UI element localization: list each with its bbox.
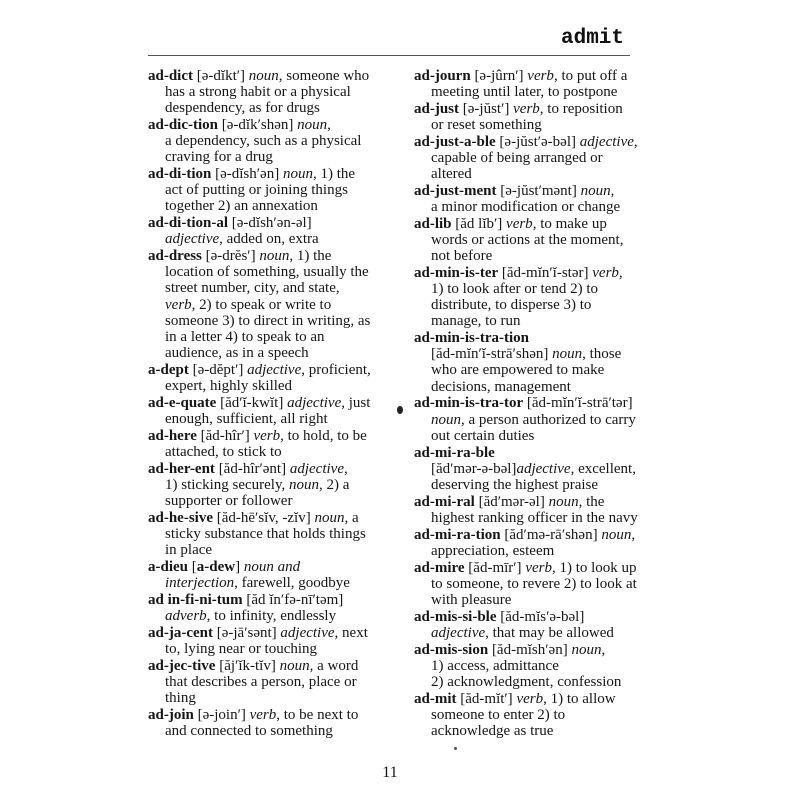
entry-first-line	[414, 560, 642, 576]
entry-text: , farewell, goodbye	[234, 574, 350, 591]
part-of-speech: adjective	[289, 460, 344, 477]
entry-first-line	[148, 362, 380, 378]
part-of-speech: verb	[249, 706, 277, 723]
entry-text: , a	[344, 509, 359, 526]
entry-text: ,	[610, 183, 615, 200]
entry-line: sticky substance that holds things	[165, 525, 366, 542]
headword: ad-join	[148, 706, 194, 723]
entry-text: [ə-jûrn′]	[470, 68, 528, 84]
entry-text: [ăd-hîr′]	[196, 427, 254, 444]
headword: ad-e-quate	[148, 394, 217, 411]
entry-line	[148, 608, 380, 624]
scan-speck	[397, 406, 403, 414]
entry-line: or reset something	[431, 117, 542, 134]
entry-line	[148, 297, 380, 313]
dictionary-column-left	[148, 68, 380, 740]
entry-text: [ə-dĭkt′]	[193, 68, 249, 84]
entry-line: distribute, to disperse 3) to	[431, 297, 592, 314]
headword: ad-just-ment	[414, 183, 497, 200]
entry-line: who are empowered to make	[431, 362, 605, 379]
entry-text: , to infinity, endlessly	[206, 607, 337, 624]
entry-text: [ə-jŭst′mənt]	[496, 183, 581, 200]
dictionary-entry	[148, 68, 380, 116]
header-rule	[148, 55, 630, 56]
entry-line: craving for a drug	[165, 149, 273, 166]
entry-text: [ăd′ĭ-kwĭt]	[216, 394, 288, 411]
dictionary-entry	[414, 691, 642, 739]
entry-first-line	[148, 68, 380, 84]
entry-text: 1) sticking securely,	[165, 476, 289, 493]
headword: ad-min-is-tra-tion	[414, 330, 529, 347]
entry-first-line	[148, 658, 380, 674]
entry-text: , next	[334, 624, 368, 641]
entry-line: acknowledge as true	[431, 722, 554, 739]
headword: ad-just-a-ble	[414, 133, 496, 150]
entry-text: , to put off a	[553, 68, 628, 84]
part-of-speech: interjection	[165, 574, 235, 591]
entry-text: , to reposition	[539, 100, 623, 117]
part-of-speech: adjective	[247, 361, 302, 378]
entry-line: attached, to stick to	[165, 443, 282, 460]
entry-text: , 1) to allow	[543, 690, 616, 707]
entry-text: , someone who	[278, 68, 370, 84]
entry-text: , just	[341, 394, 371, 411]
part-of-speech: noun	[314, 509, 345, 526]
entry-first-line	[148, 117, 380, 133]
entry-line	[148, 477, 380, 493]
part-of-speech: verb	[516, 690, 544, 707]
entry-line: a dependency, such as a physical	[165, 133, 362, 150]
entry-line	[148, 575, 380, 591]
headword: ad-he-sive	[148, 509, 213, 526]
entry-line: street number, city, and state,	[165, 280, 340, 297]
entry-line: altered	[431, 166, 472, 183]
entry-line	[414, 461, 642, 477]
part-of-speech: verb	[506, 216, 533, 233]
dictionary-entry	[148, 248, 380, 361]
entry-line: enough, sufficient, all right	[165, 410, 328, 427]
part-of-speech: noun	[248, 68, 279, 84]
entry-first-line	[414, 395, 642, 411]
entry-text: ,	[633, 133, 638, 150]
dictionary-entry	[414, 560, 642, 608]
dictionary-entry	[148, 166, 380, 214]
dictionary-entry	[148, 658, 380, 706]
dictionary-entry	[414, 494, 642, 526]
part-of-speech: noun	[580, 183, 611, 200]
headword: ad-min-is-tra-tor	[414, 395, 524, 412]
entry-text: ,	[327, 117, 331, 134]
entry-text: [ăd′mər-əl]	[474, 493, 549, 510]
entry-line: 1) to look after or tend 2) to	[431, 281, 599, 298]
headword: ad-jec-tive	[148, 657, 216, 674]
entry-first-line	[148, 395, 380, 411]
entry-text: ,	[631, 526, 636, 543]
part-of-speech: adjective	[516, 460, 571, 477]
entry-line: highest ranking officer in the navy	[431, 509, 638, 526]
headword: ad-ja-cent	[148, 624, 213, 641]
dictionary-entry	[414, 216, 642, 264]
entry-first-line	[414, 330, 642, 346]
entry-line: a minor modification or change	[431, 199, 621, 216]
entry-text: [ə-dĭk′shən]	[218, 117, 298, 134]
dictionary-entry	[148, 707, 380, 739]
headword: ad-here	[148, 427, 197, 444]
entry-line: that describes a person, place or	[165, 673, 357, 690]
headword: ad-di-tion	[148, 166, 212, 183]
entry-first-line	[148, 428, 380, 444]
entry-line: in a letter 4) to speak to an	[165, 328, 325, 345]
dictionary-entry	[414, 134, 642, 182]
entry-text: , 1) to look up	[551, 559, 637, 576]
entry-line	[414, 625, 642, 641]
entry-text: , a word	[309, 657, 359, 674]
headword: ad in-fi-ni-tum	[148, 591, 243, 608]
entry-first-line	[414, 101, 642, 117]
dictionary-entry	[414, 527, 642, 559]
entry-first-line	[148, 592, 380, 608]
entry-text: [	[188, 558, 197, 575]
entry-text: [ăd-mĭn′ĭ-stər]	[498, 265, 593, 282]
entry-line: appreciation, esteem	[431, 542, 555, 559]
part-of-speech: verb	[527, 68, 554, 84]
entry-line: to, lying near or touching	[165, 640, 318, 657]
headword: ad-mi-ral	[414, 493, 475, 510]
headword: ad-just	[414, 100, 460, 117]
part-of-speech: adjective	[287, 394, 342, 411]
entry-text: [ăd ĭn′fə-nī′təm]	[242, 591, 344, 608]
entry-first-line	[414, 691, 642, 707]
scan-speck	[454, 747, 457, 750]
entry-text: [ăd-mīr′]	[464, 559, 526, 576]
entry-line: 1) access, admittance	[431, 657, 559, 674]
headword: ad-dict	[148, 68, 193, 84]
headword: ad-dic-tion	[148, 117, 219, 134]
entry-first-line	[414, 445, 642, 461]
entry-text: [ăd-mĭt′]	[456, 690, 517, 707]
entry-text: [ăd-mĭsh′ən]	[488, 641, 572, 658]
dictionary-entry	[414, 395, 642, 443]
entry-text: [ə-dĕpt′]	[188, 361, 248, 378]
part-of-speech: noun	[552, 346, 583, 363]
entry-text: , 2) to speak or write to	[191, 296, 332, 313]
entry-text: [ăd-hē′sĭv, -zĭv]	[213, 509, 315, 526]
dictionary-entry	[148, 428, 380, 460]
part-of-speech: verb	[592, 265, 619, 282]
entry-text: [ăd′mə-rā′shən]	[500, 526, 602, 543]
headword: ad-di-tion-al	[148, 215, 229, 232]
entry-line: manage, to run	[431, 313, 521, 330]
entry-line: thing	[165, 689, 196, 706]
part-of-speech: verb	[165, 296, 192, 313]
dictionary-entry	[414, 265, 642, 329]
dictionary-entry	[148, 362, 380, 394]
entry-line: someone 3) to direct in writing, as	[165, 312, 371, 329]
entry-line: together 2) an annexation	[165, 198, 318, 215]
entry-line: in place	[165, 541, 213, 558]
entry-line: has a strong habit or a physical	[165, 84, 351, 101]
entry-text: [ăd-mĭn′ĭ-strā′tər]	[523, 395, 633, 412]
part-of-speech: noun	[279, 657, 310, 674]
dictionary-entry	[148, 510, 380, 558]
entry-text: , to be next to	[276, 706, 359, 723]
entry-text: [ə-jŭst′ə-bəl]	[495, 133, 580, 150]
part-of-speech: adjective	[280, 624, 335, 641]
entry-text: , to make up	[532, 216, 607, 233]
entry-line: supporter or follower	[165, 492, 293, 509]
part-of-speech: noun	[601, 526, 632, 543]
dictionary-entry	[148, 592, 380, 624]
entry-first-line	[414, 216, 642, 232]
entry-line: 2) acknowledgment, confession	[431, 673, 622, 690]
entry-text: ,	[344, 460, 348, 477]
entry-line: expert, highly skilled	[165, 377, 293, 394]
part-of-speech: verb	[525, 559, 552, 576]
dictionary-entry	[414, 101, 642, 133]
entry-text: , 2) a	[319, 476, 350, 493]
headword: a-dept	[148, 361, 189, 378]
headword: a-dieu	[148, 558, 189, 575]
entry-line: someone to enter 2) to	[431, 706, 566, 723]
dictionary-entry	[414, 445, 642, 493]
entry-first-line	[148, 559, 380, 575]
entry-text: , proficient,	[301, 361, 371, 378]
headword: ad-mi-ra-tion	[414, 526, 501, 543]
entry-text: , 1) the	[289, 248, 332, 265]
pronunciation-bold: a-dew	[196, 558, 236, 575]
entry-line: audience, as in a speech	[165, 344, 309, 361]
entry-line	[414, 412, 642, 428]
part-of-speech: noun	[259, 248, 290, 265]
headword: ad-dress	[148, 248, 202, 265]
part-of-speech: noun	[282, 166, 313, 183]
entry-first-line	[414, 68, 642, 84]
entry-line: with pleasure	[431, 591, 512, 608]
headword: ad-mis-sion	[414, 641, 489, 658]
entry-text: ]	[235, 558, 244, 575]
part-of-speech: adverb	[165, 607, 207, 624]
entry-line: not before	[431, 248, 493, 265]
entry-first-line	[148, 625, 380, 641]
headword: ad-lib	[414, 216, 452, 233]
headword: ad-mit	[414, 690, 457, 707]
entry-text: , added on, extra	[219, 231, 319, 248]
entry-text: , 1) the	[312, 166, 356, 183]
entry-text: , to hold, to be	[280, 427, 367, 444]
entry-line: words or actions at the moment,	[431, 232, 624, 249]
part-of-speech: noun	[297, 117, 328, 134]
entry-text: [ə-join′]	[193, 706, 250, 723]
entry-line: act of putting or joining things	[165, 182, 348, 199]
part-of-speech: adjective	[431, 624, 486, 641]
entry-line: and connected to something	[165, 722, 333, 739]
entry-text: [ăd lĭb′]	[451, 216, 507, 233]
entry-text: [ăj′ĭk-tĭv]	[215, 657, 280, 674]
entry-first-line	[148, 461, 380, 477]
part-of-speech: verb	[513, 100, 540, 117]
entry-first-line	[148, 707, 380, 723]
part-of-speech: noun	[571, 641, 602, 658]
entry-line	[148, 231, 380, 247]
entry-text: , a person authorized to carry	[461, 411, 636, 428]
entry-text: [ăd-hîr′ənt]	[214, 460, 290, 477]
dictionary-entry	[414, 68, 642, 100]
part-of-speech: noun	[431, 411, 461, 428]
dictionary-entry	[414, 642, 642, 690]
entry-first-line	[148, 215, 380, 231]
headword: ad-mis-si-ble	[414, 608, 497, 625]
headword: ad-her-ent	[148, 460, 215, 477]
entry-first-line	[414, 527, 642, 543]
page-number: 11	[382, 764, 398, 781]
entry-line: capable of being arranged or	[431, 150, 603, 167]
dictionary-entry	[148, 395, 380, 427]
entry-text: ,	[618, 265, 623, 282]
headword: ad-journ	[414, 68, 471, 84]
entry-text: [ăd-mĭs′ə-bəl]	[496, 608, 585, 625]
dictionary-entry	[148, 215, 380, 247]
dictionary-entry	[148, 117, 380, 165]
entry-line	[414, 346, 642, 362]
entry-line: despendency, as for drugs	[165, 100, 320, 117]
part-of-speech: noun	[289, 476, 319, 493]
part-of-speech: adjective	[165, 231, 220, 248]
entry-line: location of something, usually the	[165, 264, 369, 281]
entry-text: , that may be allowed	[485, 624, 614, 641]
entry-first-line	[414, 183, 642, 199]
dictionary-entry	[148, 625, 380, 657]
dictionary-entry	[148, 559, 380, 591]
dictionary-column-right	[414, 68, 642, 740]
entry-line: decisions, management	[431, 378, 571, 395]
entry-first-line	[148, 166, 380, 182]
entry-text: , excellent,	[570, 460, 636, 477]
part-of-speech: verb	[253, 427, 281, 444]
headword: ad-min-is-ter	[414, 265, 499, 282]
entry-text: [ə-jā′sənt]	[212, 624, 281, 641]
headword: ad-mire	[414, 559, 465, 576]
dictionary-entry	[414, 183, 642, 215]
entry-first-line	[414, 265, 642, 281]
entry-first-line	[414, 609, 642, 625]
guide-word: admit	[561, 27, 625, 50]
entry-first-line	[148, 510, 380, 526]
entry-first-line	[148, 248, 380, 264]
entry-text: [ăd′mər-ə-bəl]	[431, 460, 517, 477]
entry-text: , the	[578, 493, 605, 510]
part-of-speech: noun	[548, 493, 579, 510]
entry-line: out certain duties	[431, 427, 535, 444]
entry-first-line	[414, 134, 642, 150]
entry-first-line	[414, 642, 642, 658]
dictionary-entry	[148, 461, 380, 509]
entry-text: [ə-jŭst′]	[459, 100, 514, 117]
entry-line: meeting until later, to postpone	[431, 84, 618, 101]
entry-text: , those	[582, 346, 622, 363]
entry-text: [ə-drĕs′]	[201, 248, 260, 265]
headword: ad-mi-ra-ble	[414, 444, 495, 461]
entry-first-line	[414, 494, 642, 510]
entry-line: deserving the highest praise	[431, 476, 599, 493]
part-of-speech: adjective	[579, 133, 634, 150]
dictionary-entry	[414, 330, 642, 394]
entry-text: ,	[601, 641, 606, 658]
entry-text: [ăd-mĭn′ĭ-strā′shən]	[431, 346, 553, 363]
entry-line: to someone, to revere 2) to look at	[431, 575, 637, 592]
entry-text: [ə-dĭsh′ən-əl]	[228, 215, 312, 232]
part-of-speech: noun and	[243, 558, 301, 575]
entry-text: [ə-dĭsh′ən]	[211, 166, 283, 183]
dictionary-entry	[414, 609, 642, 641]
